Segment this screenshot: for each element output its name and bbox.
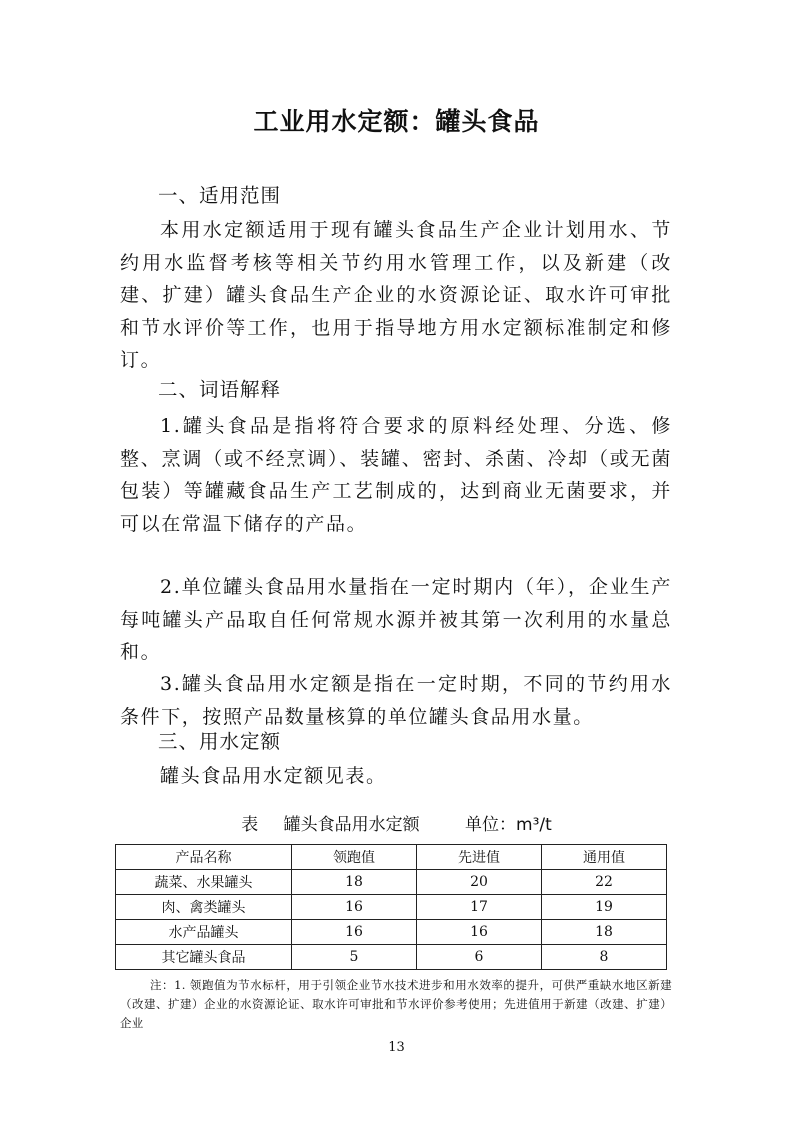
table-row [116, 870, 667, 895]
page-number: 13 [388, 1040, 405, 1055]
scope-paragraph: 本用水定额适用于现有罐头食品生产企业计划用水、节约用水监督考核等相关节约用水管理工作，以及新建（改建、扩建）罐头食品生产企业的水资源论证、取水许可审批和节水评价等工作，也用于指导地方用水定额标准制定和修订。 [120, 219, 672, 371]
header-advanced-value: 先进值 [417, 845, 542, 870]
page-title: 工业用水定额：罐头食品 [253, 107, 540, 136]
section-heading-scope: 一、适用范围 [158, 184, 282, 207]
cell-leading: 18 [292, 870, 417, 895]
caption-unit: 单位：m³/t [465, 815, 552, 835]
term-1-paragraph: 1.罐头食品是指将符合要求的原料经处理、分选、修整、烹调（或不经烹调）、装罐、密封、杀菌、冷却（或无菌包装）等罐藏食品生产工艺制成的，达到商业无菌要求，并可以在常温下储存的产品。 [120, 415, 672, 535]
section-heading-terms: 二、词语解释 [158, 378, 282, 401]
cell-leading: 5 [292, 945, 417, 970]
cell-advanced: 17 [417, 895, 542, 920]
cell-general: 19 [542, 895, 667, 920]
cell-leading: 16 [292, 895, 417, 920]
term-2-paragraph: 2.单位罐头食品用水量指在一定时期内（年），企业生产每吨罐头产品取自任何常规水源并被其第一次利用的水量总和。 [120, 576, 672, 663]
table-row [116, 895, 667, 920]
cell-general: 18 [542, 920, 667, 945]
cell-product: 肉、禽类罐头 [116, 895, 292, 920]
caption-prefix: 表 [241, 815, 259, 835]
caption-title: 罐头食品用水定额 [283, 815, 420, 835]
table-row [116, 945, 667, 970]
header-product-name: 产品名称 [116, 845, 292, 870]
cell-general: 8 [542, 945, 667, 970]
table-footnote: 注：1. 领跑值为节水标杆，用于引领企业节水技术进步和用水效率的提升，可供严重缺水地区新建（改建、扩建）企业的水资源论证、取水许可审批和节水评价参考使用；先进值用于新建（改建、扩建）企业 [120, 978, 672, 1030]
quota-paragraph: 罐头食品用水定额见表。 [160, 765, 387, 787]
table-caption [0, 810, 793, 835]
cell-product: 水产品罐头 [116, 920, 292, 945]
cell-product: 蔬菜、水果罐头 [116, 870, 292, 895]
table-header-row [116, 845, 667, 870]
header-leading-value: 领跑值 [292, 845, 417, 870]
cell-advanced: 20 [417, 870, 542, 895]
term-3-paragraph: 3.罐头食品用水定额是指在一定时期，不同的节约用水条件下，按照产品数量核算的单位罐头食品用水量。 [120, 673, 672, 728]
water-quota-table [115, 844, 667, 970]
cell-advanced: 16 [417, 920, 542, 945]
header-general-value: 通用值 [542, 845, 667, 870]
cell-advanced: 6 [417, 945, 542, 970]
table-row [116, 920, 667, 945]
section-heading-quota: 三、用水定额 [158, 730, 282, 753]
cell-leading: 16 [292, 920, 417, 945]
cell-general: 22 [542, 870, 667, 895]
cell-product: 其它罐头食品 [116, 945, 292, 970]
